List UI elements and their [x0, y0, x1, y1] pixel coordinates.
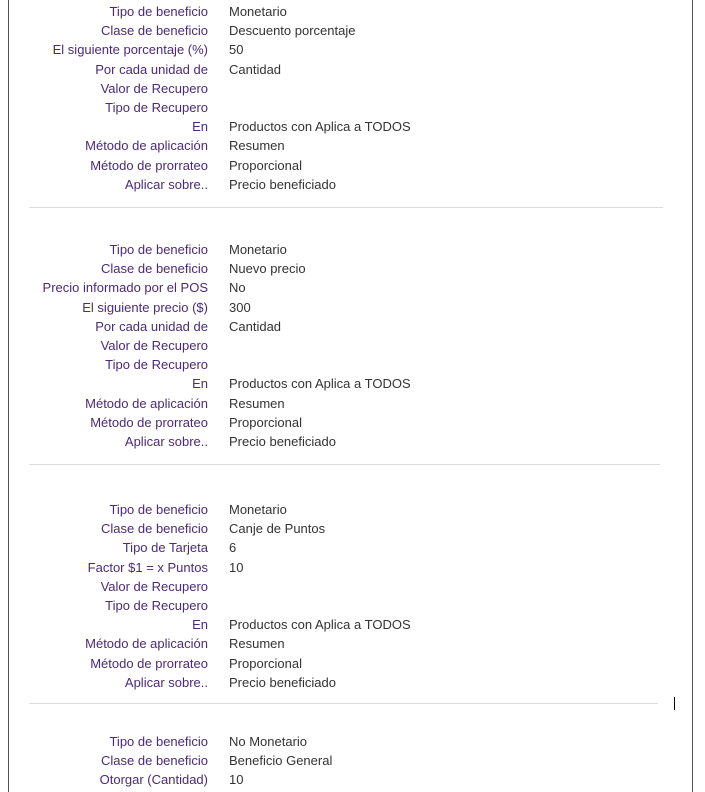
- field-label: Aplicar sobre..: [124, 674, 208, 690]
- field-value: Cantidad: [229, 61, 282, 77]
- detail-row: [9, 81, 694, 100]
- field-label: Clase de beneficio: [101, 753, 208, 769]
- field-value: Proporcional: [229, 655, 302, 671]
- detail-row: [9, 540, 694, 559]
- field-value: Precio beneficiado: [229, 433, 336, 449]
- detail-row: [9, 338, 694, 357]
- detail-row: [9, 23, 694, 42]
- field-value: Resumen: [229, 636, 285, 652]
- detail-row: [9, 100, 694, 119]
- field-value: No: [229, 280, 246, 296]
- detail-row: [9, 396, 694, 415]
- field-value: Productos con Aplica a TODOS: [229, 617, 411, 633]
- detail-row: [9, 579, 694, 598]
- field-label: Clase de beneficio: [101, 521, 208, 537]
- field-label: Aplicar sobre..: [124, 176, 208, 192]
- field-label: Tipo de Recupero: [105, 99, 208, 115]
- detail-row: [9, 376, 694, 395]
- benefit-section-1: [9, 4, 694, 196]
- field-label: Por cada unidad de: [95, 61, 208, 77]
- detail-row: [9, 617, 694, 636]
- field-label: Método de prorrateo: [90, 157, 208, 173]
- field-label: Tipo de beneficio: [109, 502, 208, 517]
- field-value: Monetario: [229, 502, 287, 517]
- field-value: Canje de Puntos: [229, 521, 326, 537]
- field-value: 10: [229, 559, 244, 575]
- detail-row: [9, 4, 694, 23]
- detail-row: [9, 636, 694, 655]
- field-label: Tipo de beneficio: [109, 242, 208, 257]
- field-label: Método de prorrateo: [90, 414, 208, 430]
- field-value: Monetario: [229, 4, 287, 19]
- field-label: Método de prorrateo: [90, 655, 208, 671]
- detail-row: [9, 753, 694, 772]
- field-value: Descuento porcentaje: [229, 23, 356, 39]
- detail-row: [9, 242, 694, 261]
- field-label: Método de aplicación: [85, 636, 208, 652]
- field-label: Clase de beneficio: [101, 23, 208, 39]
- field-value: 6: [229, 540, 237, 556]
- field-value: Resumen: [229, 138, 285, 154]
- detail-row: [9, 261, 694, 280]
- field-value: 50: [229, 42, 244, 58]
- detail-row: [9, 772, 694, 791]
- text-cursor: [674, 697, 675, 710]
- field-label: Otorgar (Cantidad): [99, 772, 208, 788]
- section-divider: [29, 464, 660, 465]
- detail-row: [9, 177, 694, 196]
- field-value: No Monetario: [229, 734, 308, 749]
- benefit-section-4: [9, 734, 694, 792]
- field-value: Beneficio General: [229, 753, 333, 769]
- field-value: Proporcional: [229, 414, 302, 430]
- field-label: Valor de Recupero: [100, 578, 208, 594]
- field-label: Tipo de Recupero: [105, 357, 208, 373]
- detail-row: [9, 502, 694, 521]
- field-value: Precio beneficiado: [229, 176, 336, 192]
- field-label: Clase de beneficio: [101, 261, 208, 277]
- field-value: 10: [229, 772, 244, 788]
- detail-row: [9, 675, 694, 694]
- field-label: En: [192, 376, 208, 392]
- field-label: Tipo de Tarjeta: [122, 540, 208, 556]
- field-label: Valor de Recupero: [100, 337, 208, 353]
- field-value: Productos con Aplica a TODOS: [229, 376, 411, 392]
- field-label: El siguiente precio ($): [82, 299, 208, 315]
- field-label: Valor de Recupero: [100, 80, 208, 96]
- field-label: Factor $1 = x Puntos: [87, 559, 208, 575]
- field-label: Tipo de beneficio: [109, 4, 208, 19]
- field-label: En: [192, 617, 208, 633]
- detail-row: [9, 560, 694, 579]
- field-value: Monetario: [229, 242, 287, 257]
- detail-row: [9, 319, 694, 338]
- field-label: Por cada unidad de: [95, 318, 208, 334]
- benefits-panel: [8, 0, 693, 792]
- field-label: En: [192, 119, 208, 135]
- field-value: Precio beneficiado: [229, 674, 336, 690]
- field-label: Método de aplicación: [85, 395, 208, 411]
- field-label: Tipo de Recupero: [105, 597, 208, 613]
- field-value: 300: [229, 299, 251, 315]
- field-label: Método de aplicación: [85, 138, 208, 154]
- detail-row: [9, 42, 694, 61]
- detail-row: [9, 734, 694, 753]
- detail-row: [9, 62, 694, 81]
- detail-row: [9, 434, 694, 453]
- detail-row: [9, 138, 694, 157]
- field-label: Aplicar sobre..: [124, 433, 208, 449]
- field-value: Cantidad: [229, 318, 282, 334]
- detail-row: [9, 598, 694, 617]
- field-value: Nuevo precio: [229, 261, 306, 277]
- field-label: Tipo de beneficio: [109, 734, 208, 749]
- detail-row: [9, 656, 694, 675]
- detail-row: [9, 415, 694, 434]
- detail-row: [9, 158, 694, 177]
- detail-row: [9, 521, 694, 540]
- field-label: Precio informado por el POS: [42, 280, 208, 296]
- field-value: Proporcional: [229, 157, 302, 173]
- detail-row: [9, 280, 694, 299]
- field-label: El siguiente porcentaje (%): [52, 42, 208, 58]
- section-divider: [29, 703, 658, 704]
- benefit-section-3: [9, 502, 694, 694]
- detail-row: [9, 119, 694, 138]
- section-divider: [29, 207, 663, 208]
- detail-row: [9, 300, 694, 319]
- detail-row: [9, 357, 694, 376]
- field-value: Resumen: [229, 395, 285, 411]
- field-value: Productos con Aplica a TODOS: [229, 119, 411, 135]
- benefit-section-2: [9, 242, 694, 453]
